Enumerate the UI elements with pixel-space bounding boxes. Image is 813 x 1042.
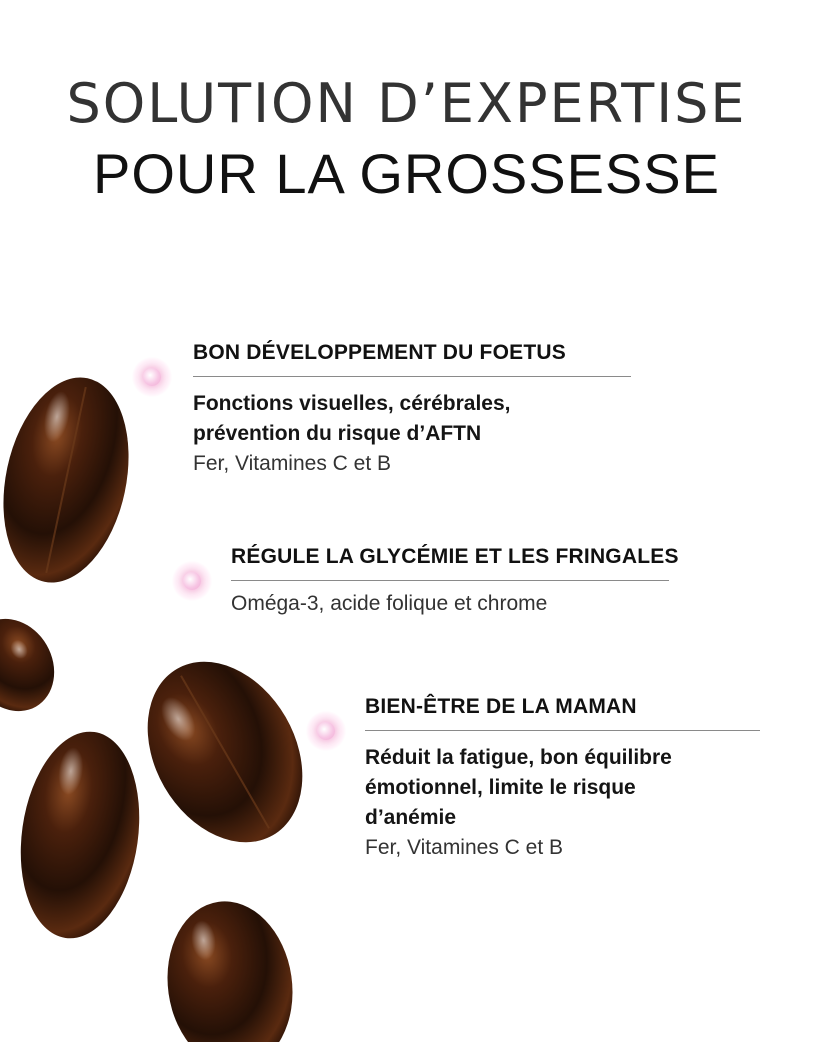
divider bbox=[365, 730, 760, 731]
benefit-description-line: Fonctions visuelles, cérébrales, bbox=[193, 392, 511, 415]
benefit-description bbox=[365, 743, 760, 833]
bullet-dot-icon bbox=[306, 711, 346, 751]
capsule-4 bbox=[8, 724, 152, 946]
benefit-heading: BON DÉVELOPPEMENT DU FOETUS bbox=[193, 341, 566, 364]
bullet-dot-icon bbox=[172, 561, 212, 601]
divider bbox=[231, 580, 669, 581]
capsule-2 bbox=[0, 603, 71, 726]
benefit-description-line: d’anémie bbox=[365, 806, 457, 829]
capsule-1 bbox=[0, 366, 146, 594]
benefit-description-line: Réduit la fatigue, bon équilibre bbox=[365, 746, 672, 769]
benefit-description-line: émotionnel, limite le risque bbox=[365, 776, 636, 799]
benefit-ingredients: Oméga-3, acide folique et chrome bbox=[231, 592, 548, 615]
page-title-line1: SOLUTION D’EXPERTISE bbox=[66, 72, 747, 135]
benefit-heading: RÉGULE LA GLYCÉMIE ET LES FRINGALES bbox=[231, 545, 679, 568]
benefit-glycemia bbox=[231, 544, 679, 619]
benefit-ingredients: Fer, Vitamines C et B bbox=[365, 836, 564, 859]
benefit-mother-wellbeing bbox=[365, 694, 760, 863]
benefit-description-line: prévention du risque d’AFTN bbox=[193, 422, 482, 445]
benefit-heading: BIEN-ÊTRE DE LA MAMAN bbox=[365, 695, 637, 718]
benefit-description bbox=[193, 389, 631, 449]
divider bbox=[193, 376, 631, 377]
benefit-fetus-development bbox=[193, 340, 631, 479]
bullet-dot-icon bbox=[132, 357, 172, 397]
capsule-5 bbox=[157, 893, 303, 1042]
page-title-line2: POUR LA GROSSESSE bbox=[93, 142, 720, 205]
benefit-ingredients: Fer, Vitamines C et B bbox=[193, 452, 392, 475]
capsule-3 bbox=[116, 634, 333, 870]
